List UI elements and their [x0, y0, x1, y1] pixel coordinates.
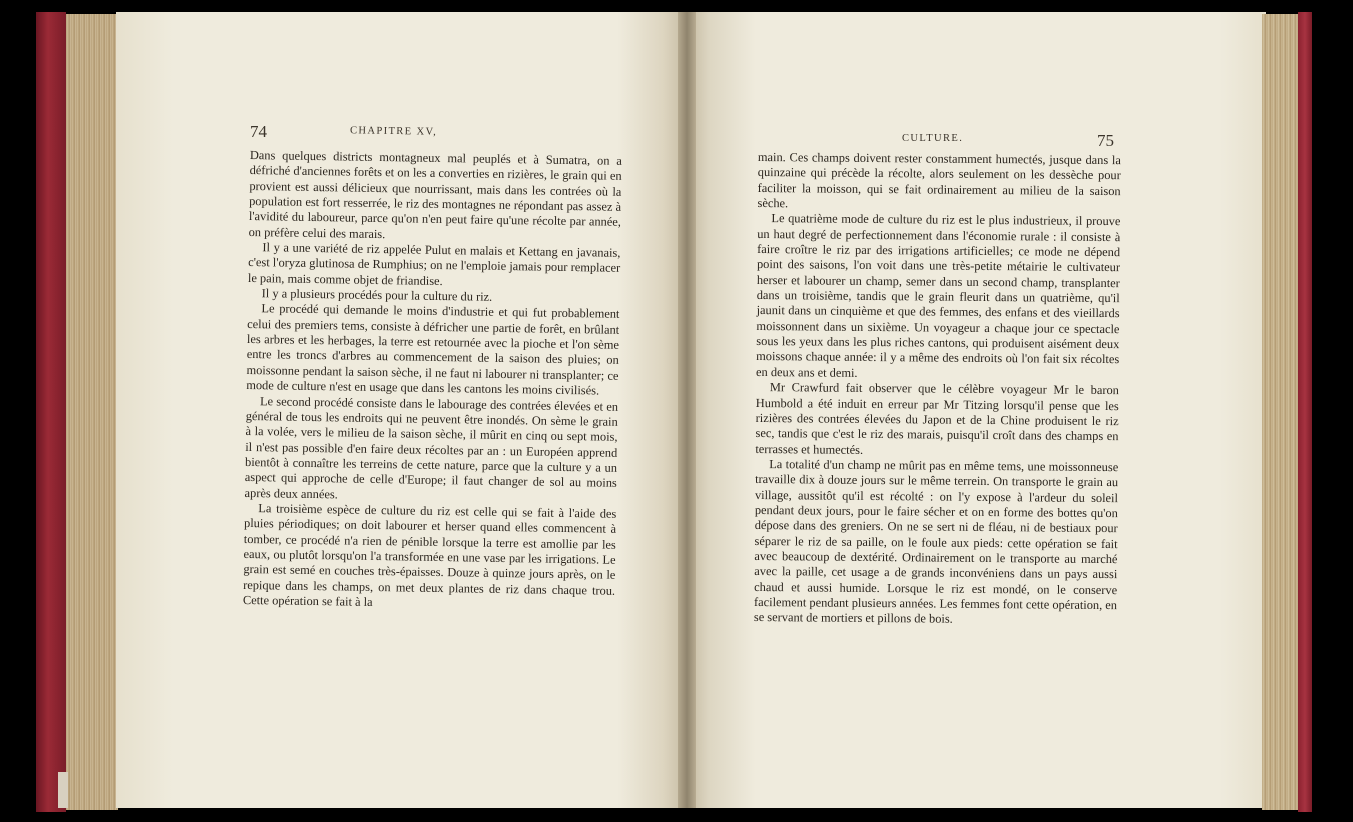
left-page-number: 74: [250, 122, 267, 141]
right-page-number: 75: [1097, 131, 1114, 150]
right-page-edges: [1262, 14, 1300, 810]
left-page-edges: [66, 14, 118, 810]
paragraph: Mr Crawfurd fait observer que le célèbre voyageur Mr le baron Humbold a été induit en erreur par Mr Titzing lorsqu'il pense que les rizières des contrées élevées du Japon et de la Chine produisent le riz sec, tandis que c'est le riz des marais, puisqu'il croît dans des champs en terrasses et humectés.: [755, 380, 1119, 457]
left-running-head: CHAPITRE XV,: [349, 125, 438, 138]
paragraph: Le quatrième mode de culture du riz est le plus industrieux, il prouve un haut degré de perfectionnement dans l'économie rurale : il consiste à faire croître le riz par des irrigations artificielles; ce mode ne dépend point des saisons, l'on voit dans une très-petite métairie le cultivateur herser et labourer un champ, semer dans un second champ, transplanter dans un troisième, tandis que le grain fleurit dans un quatrième, qu'il jaunit dans un cinquième et que des femmes, des enfans et des vieillards moissonnent dans un sixième. Un voyageur a chaque jour ce spectacle sous les yeux dans les plus riches cantons, qui produisent aisément deux moissons chaque année: il y a même des endroits où l'on fait six récoltes en deux ans et demi.: [756, 211, 1121, 380]
book-gutter: [678, 12, 696, 808]
right-page-text: [754, 150, 1121, 629]
paragraph: Dans quelques districts montagneux mal peuplés et à Sumatra, on a défriché d'anciennes forêts et on les a converties en rizières, le grain qui en provient est aussi délicieux que nourrissant, mais dans les contrées où la population est fort resserrée, le riz des montagnes ne répondant pas assez à l'avidité du laboureur, parce qu'on n'en peut faire qu'une récolte par année, on préfère celui des marais.: [248, 148, 622, 241]
paragraph: Il y a une variété de riz appelée Pulut en malais et Kettang en javanais, c'est l'oryza glutinosa de Rumphius; on ne l'emploie jamais pour remplacer le pain, mais comme objet de friandise.: [247, 240, 621, 288]
paragraph: Le procédé qui demande le moins d'industrie et qui fut probablement celui des premiers tems, consiste à défricher une partie de forêt, en brûlant les arbres et les herbages, la terre est retournée avec la pioche et l'on sème entre les troncs d'arbres au commencement de la saison des pluies; on moissonne pendant la saison sèche, il ne faut ni labourer ni transplanter; ce mode de culture n'est en usage que dans les cantons les moins civilisés.: [246, 301, 620, 398]
right-running-head: CULTURE.: [902, 133, 964, 144]
paragraph: Il y a plusieurs procédés pour la culture du riz.: [261, 286, 493, 304]
paragraph: main. Ces champs doivent rester constamment humectés, jusque dans la quinzaine qui précède la récolte, alors seulement on les dessèche pour faciliter la moisson, qui se fait ordinairement au milieu de la saison sèche.: [757, 150, 1121, 211]
left-page-text: [243, 148, 622, 614]
paragraph: La troisième espèce de culture du riz est celle qui se fait à l'aide des pluies périodiques; on doit labourer et herser quand elles commencent à tomber, ce procédé n'a rien de pénible lorsque la terre est amollie par les eaux, ou plutôt lorsqu'on l'a transformée en une vase par les irrigations. Le grain est semé en couches très-épaisses. Douze à quinze jours après, on le repique dans les champs, on met deux plantes de riz dans chaque trou. Cette opération se fait à la: [242, 501, 617, 609]
right-cover-binding: [1298, 12, 1312, 812]
paragraph: La totalité d'un champ ne mûrit pas en même tems, une moissonneuse travaille dix à douze jours sur le même terrein. On transporte le grain au village, aussitôt qu'il est récolté : on l'y expose à l'ardeur du soleil pendant deux jours, pour le faire sécher et on en forme des bottes qu'on dépose dans des greniers. On ne se sert ni de fléau, ni de bestiaux pour séparer le riz de sa paille, on le foule aux pieds: cette opération se fait avec beaucoup de dextérité. Ordinairement on le transporte au marché avec la paille, cet usage a de grands inconvéniens dans un pays aussi chaud et aussi humide. Lorsque le riz est mondé, on le conserve facilement pendant plusieurs années. Les femmes font cette opération, en se servant de mortiers et pillons de bois.: [753, 456, 1119, 627]
left-cover-binding: [36, 12, 66, 812]
shelf-label: [58, 772, 68, 808]
paragraph: Le second procédé consiste dans le labourage des contrées élevées et en général de tous les endroits qui ne peuvent être inondés. On sème le grain à la volée, vers le milieu de la saison sèche, il mûrit en cinq ou sept mois, il n'est pas possible d'en faire deux récoltes par an : un Européen apprend bientôt à connaître les terreins de cette nature, parce que la culture y a un aspect qui approche de celle d'Europe; il faut changer de sol au moins après deux années.: [244, 393, 619, 501]
